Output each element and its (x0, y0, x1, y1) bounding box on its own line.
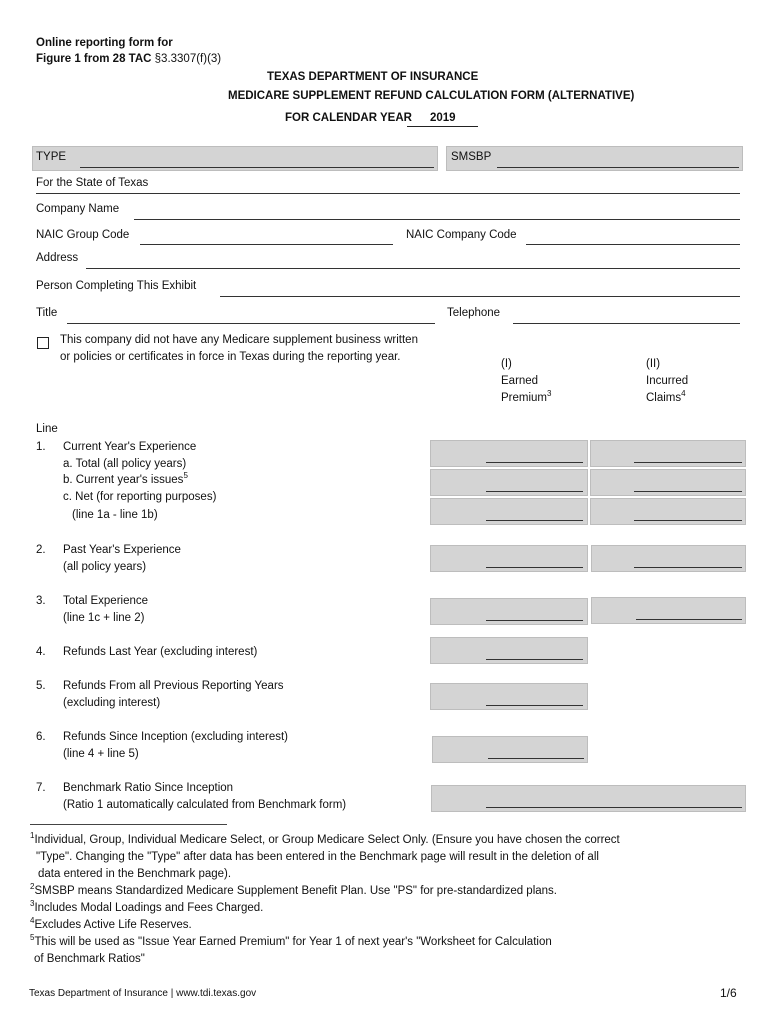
naic-group-label: NAIC Group Code (36, 229, 130, 241)
col1-line2: Premium$^3$ (501, 389, 552, 404)
footnote-2: $^2$SMSBP means Standardized Medicare Supplement Benefit Plan. Use "PS" for pre-standardized plans. (30, 882, 557, 897)
line3-title: Total Experience (63, 595, 149, 607)
footnote-4: $^4$Excludes Active Life Reserves. (30, 916, 192, 931)
line1a-incurred-underline (634, 462, 742, 463)
naic-group-input[interactable] (140, 244, 393, 245)
footnote-1-line1: $^1$Individual, Group, Individual Medicare Select, or Group Medicare Select Only. (Ensure you have chosen the correct (30, 831, 620, 846)
type-label: TYPE (36, 151, 67, 163)
line2-title: Past Year's Experience (63, 544, 181, 556)
col1-line1: Earned (501, 375, 539, 387)
form-title: MEDICARE SUPPLEMENT REFUND CALCULATION FORM (ALTERNATIVE) (228, 90, 635, 102)
line5-title: Refunds From all Previous Reporting Years (63, 680, 284, 692)
col2-number: (II) (646, 358, 661, 370)
smsbp-label: SMSBP (451, 151, 492, 163)
calendar-year-value[interactable]: 2019 (430, 112, 456, 124)
smsbp-underline (497, 167, 739, 168)
footnote-5-line2: of Benchmark Ratios" (34, 953, 145, 965)
line-header: Line (36, 423, 58, 435)
line3-number: 3. (36, 595, 46, 607)
line6-sub: (line 4 + line 5) (63, 748, 139, 760)
line7-sub: (Ratio 1 automatically calculated from Benchmark form) (63, 799, 347, 811)
online-form-line2 (36, 53, 221, 65)
footnote-3: $^3$Includes Modal Loadings and Fees Charged. (30, 899, 264, 914)
line2-number: 2. (36, 544, 46, 556)
naic-company-input[interactable] (526, 244, 740, 245)
line7-title: Benchmark Ratio Since Inception (63, 782, 234, 794)
rule-section: §3.3307(f)(3) (154, 53, 222, 65)
address-label: Address (36, 252, 79, 264)
address-input[interactable] (86, 268, 740, 269)
line6-number: 6. (36, 731, 46, 743)
company-name-input[interactable] (134, 219, 740, 220)
person-input[interactable] (220, 296, 740, 297)
type-underline (80, 167, 434, 168)
company-name-label: Company Name (36, 203, 120, 215)
line3-incurred-underline (636, 619, 742, 620)
checkbox-text-line2: or policies or certificates in force in Texas during the reporting year. (60, 351, 401, 363)
line1a-label: a. Total (all policy years) (63, 458, 187, 470)
line1b-incurred-underline (634, 491, 742, 492)
line2-sub: (all policy years) (63, 561, 147, 573)
line1-title: Current Year's Experience (63, 441, 197, 453)
checkbox-text-line1: This company did not have any Medicare supplement business written (60, 334, 418, 346)
footer-agency: Texas Department of Insurance | www.tdi.texas.gov (29, 988, 257, 999)
year-underline (407, 126, 478, 127)
line1c-earned-underline (486, 520, 583, 521)
line5-earned-underline (486, 705, 583, 706)
line3-earned-underline (486, 620, 583, 621)
line5-number: 5. (36, 680, 46, 692)
line1a-earned-underline (486, 462, 583, 463)
rule-citation: Figure 1 from 28 TAC (36, 53, 152, 65)
line6-title: Refunds Since Inception (excluding interest) (63, 731, 289, 743)
line1-number: 1. (36, 441, 46, 453)
line4-number: 4. (36, 646, 46, 658)
col2-line2: Claims$^4$ (646, 389, 686, 404)
col2-line1: Incurred (646, 375, 689, 387)
line1b-earned-underline (486, 491, 583, 492)
line4-title: Refunds Last Year (excluding interest) (63, 646, 258, 658)
footnote-1-line3: data entered in the Benchmark page). (38, 868, 232, 880)
page-number: 1/6 (720, 986, 737, 1000)
line7-underline (486, 807, 742, 808)
state-label: For the State of Texas (36, 177, 149, 189)
person-label: Person Completing This Exhibit (36, 280, 197, 292)
line2-earned-underline (486, 567, 583, 568)
no-business-checkbox[interactable] (37, 337, 49, 349)
calendar-year-label: FOR CALENDAR YEAR (285, 112, 412, 124)
line1c-sub: (line 1a - line 1b) (72, 509, 158, 521)
telephone-label: Telephone (447, 307, 501, 319)
title-input[interactable] (67, 323, 435, 324)
line6-earned-underline (488, 758, 584, 759)
online-form-line1: Online reporting form for (36, 37, 173, 49)
line2-incurred-underline (634, 567, 742, 568)
footnote-separator (30, 824, 227, 825)
footnote-5-line1: $^5$This will be used as "Issue Year Earned Premium" for Year 1 of next year's "Worksheet for Calculation (30, 933, 552, 948)
col1-number: (I) (501, 358, 512, 370)
department-title: TEXAS DEPARTMENT OF INSURANCE (267, 71, 479, 83)
state-underline (36, 193, 740, 194)
line7-number: 7. (36, 782, 46, 794)
line4-earned-underline (486, 659, 583, 660)
footnote-1-line2: "Type". Changing the "Type" after data has been entered in the Benchmark page will result in the deletion of all (36, 851, 599, 863)
telephone-input[interactable] (513, 323, 740, 324)
line1c-incurred-underline (634, 520, 742, 521)
line3-sub: (line 1c + line 2) (63, 612, 145, 624)
line1b-label: b. Current year's issues$^5$ (63, 471, 188, 486)
naic-company-label: NAIC Company Code (406, 229, 517, 241)
title-label: Title (36, 307, 58, 319)
line1c-label: c. Net (for reporting purposes) (63, 491, 217, 503)
line5-sub: (excluding interest) (63, 697, 161, 709)
